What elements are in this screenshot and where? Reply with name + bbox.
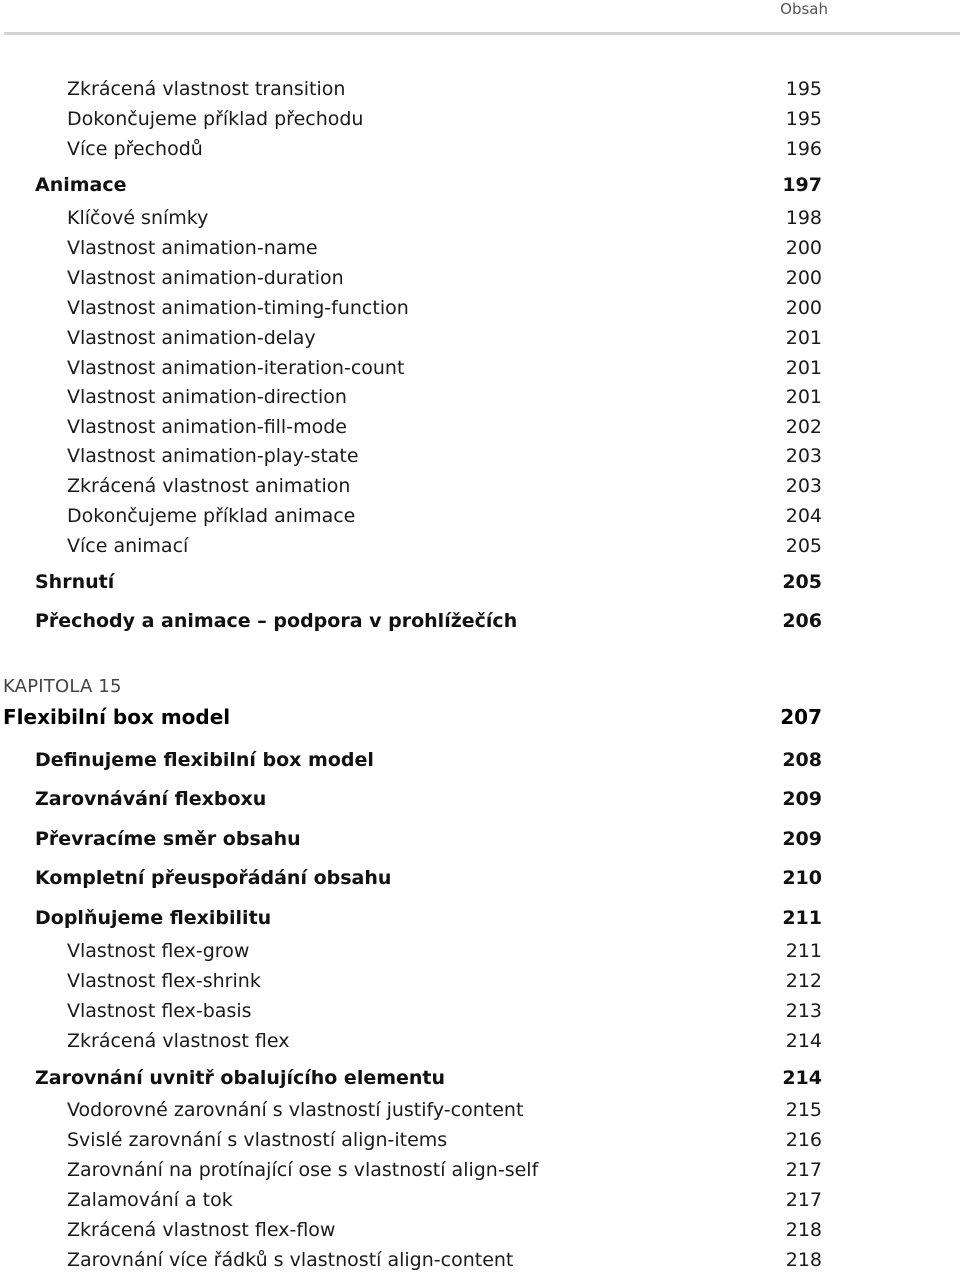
header-rule bbox=[4, 32, 960, 35]
toc-entry-title: Kompletní přeuspořádání obsahu bbox=[35, 867, 392, 889]
toc-entry-title: Zalamování a tok bbox=[67, 1189, 233, 1211]
toc-entry-page: 196 bbox=[785, 138, 822, 160]
toc-entry-title: Vlastnost animation-duration bbox=[67, 267, 344, 289]
toc-entry-page: 200 bbox=[785, 267, 822, 289]
toc-entry-page: 209 bbox=[782, 788, 822, 810]
toc-entry-page: 195 bbox=[785, 108, 822, 130]
toc-entry-title: Vlastnost flex-grow bbox=[67, 940, 250, 962]
toc-entry-page: 209 bbox=[782, 828, 822, 850]
toc-entry-title: Vlastnost animation-direction bbox=[67, 386, 347, 408]
toc-entry-page: 200 bbox=[785, 297, 822, 319]
toc-entry-title: Dokončujeme příklad přechodu bbox=[67, 108, 364, 130]
toc-entry-page: 211 bbox=[785, 940, 822, 962]
toc-entry-title: Zkrácená vlastnost transition bbox=[67, 78, 346, 100]
toc-entry-title: Dokončujeme příklad animace bbox=[67, 505, 356, 527]
toc-entry-page: 217 bbox=[785, 1159, 822, 1181]
toc-entry-title: Zkrácená vlastnost animation bbox=[67, 475, 351, 497]
toc-entry-page: 208 bbox=[782, 749, 822, 771]
toc-entry-page: 205 bbox=[782, 571, 822, 593]
toc-entry-title: Vlastnost animation-fill-mode bbox=[67, 416, 347, 438]
toc-entry-title: Shrnutí bbox=[35, 571, 115, 593]
toc-entry-page: 210 bbox=[782, 867, 822, 889]
toc-entry-page: 217 bbox=[785, 1189, 822, 1211]
toc-entry-title: Vodorovné zarovnání s vlastností justify-content bbox=[67, 1099, 524, 1121]
toc-entry-page: 213 bbox=[785, 1000, 822, 1022]
chapter-label-text: KAPITOLA 15 bbox=[3, 676, 122, 697]
toc-entry-page: 218 bbox=[785, 1219, 822, 1241]
toc-entry-title: Zarovnání uvnitř obalujícího elementu bbox=[35, 1067, 446, 1089]
toc-entry-page: 202 bbox=[785, 416, 822, 438]
toc-entry-page: 200 bbox=[785, 237, 822, 259]
toc-entry-title: Zkrácená vlastnost flex-flow bbox=[67, 1219, 336, 1241]
toc-entry-title: Animace bbox=[35, 174, 127, 196]
toc-entry-page: 206 bbox=[782, 610, 822, 632]
toc-entry-title: Doplňujeme flexibilitu bbox=[35, 907, 272, 929]
chapter-title: Flexibilní box model bbox=[3, 705, 231, 729]
toc-entry-title: Přechody a animace – podpora v prohlížečích bbox=[35, 610, 518, 632]
toc-entry-page: 198 bbox=[785, 207, 822, 229]
toc-entry-page: 216 bbox=[785, 1129, 822, 1151]
toc-entry-title: Vlastnost flex-shrink bbox=[67, 970, 261, 992]
toc-entry-title: Definujeme flexibilní box model bbox=[35, 749, 374, 771]
toc-entry-page: 201 bbox=[785, 327, 822, 349]
toc-entry-page: 201 bbox=[785, 386, 822, 408]
toc-entry-title: Vlastnost animation-timing-function bbox=[67, 297, 409, 319]
toc-entry-title: Více animací bbox=[67, 535, 189, 557]
toc-entry-page: 215 bbox=[785, 1099, 822, 1121]
toc-entry-title: Více přechodů bbox=[67, 138, 203, 160]
toc-entry-page: 218 bbox=[785, 1249, 822, 1271]
running-head: Obsah bbox=[780, 0, 828, 18]
toc-entry-title: Vlastnost animation-name bbox=[67, 237, 318, 259]
toc-entry-title: Zkrácená vlastnost flex bbox=[67, 1030, 290, 1052]
toc-entry-title: Zarovnání na protínající ose s vlastností align-self bbox=[67, 1159, 539, 1181]
toc-entry-page: 203 bbox=[785, 445, 822, 467]
toc-entry-title: Vlastnost flex-basis bbox=[67, 1000, 252, 1022]
toc-entry-title: Svislé zarovnání s vlastností align-items bbox=[67, 1129, 448, 1151]
toc-entry-page: 201 bbox=[785, 357, 822, 379]
toc-entry-title: Převracíme směr obsahu bbox=[35, 828, 301, 850]
toc-entry-title: Vlastnost animation-play-state bbox=[67, 445, 359, 467]
toc-entry-page: 212 bbox=[785, 970, 822, 992]
toc-entry-title: Vlastnost animation-iteration-count bbox=[67, 357, 405, 379]
toc-entry-page: 214 bbox=[782, 1067, 822, 1089]
toc-entry-page: 214 bbox=[785, 1030, 822, 1052]
toc-entry-title: Zarovnávání flexboxu bbox=[35, 788, 267, 810]
toc-entry-title: Klíčové snímky bbox=[67, 207, 209, 229]
toc-entry-page: 203 bbox=[785, 475, 822, 497]
toc-entry-page: 207 bbox=[780, 705, 822, 729]
toc-entry-page: 204 bbox=[785, 505, 822, 527]
toc-entry-page: 197 bbox=[782, 174, 822, 196]
toc-entry-page: 211 bbox=[782, 907, 822, 929]
toc-entry-page: 195 bbox=[785, 78, 822, 100]
toc-entry-title: Vlastnost animation-delay bbox=[67, 327, 316, 349]
toc-entry-title: Zarovnání více řádků s vlastností align-content bbox=[67, 1249, 514, 1271]
toc-entry-page: 205 bbox=[785, 535, 822, 557]
